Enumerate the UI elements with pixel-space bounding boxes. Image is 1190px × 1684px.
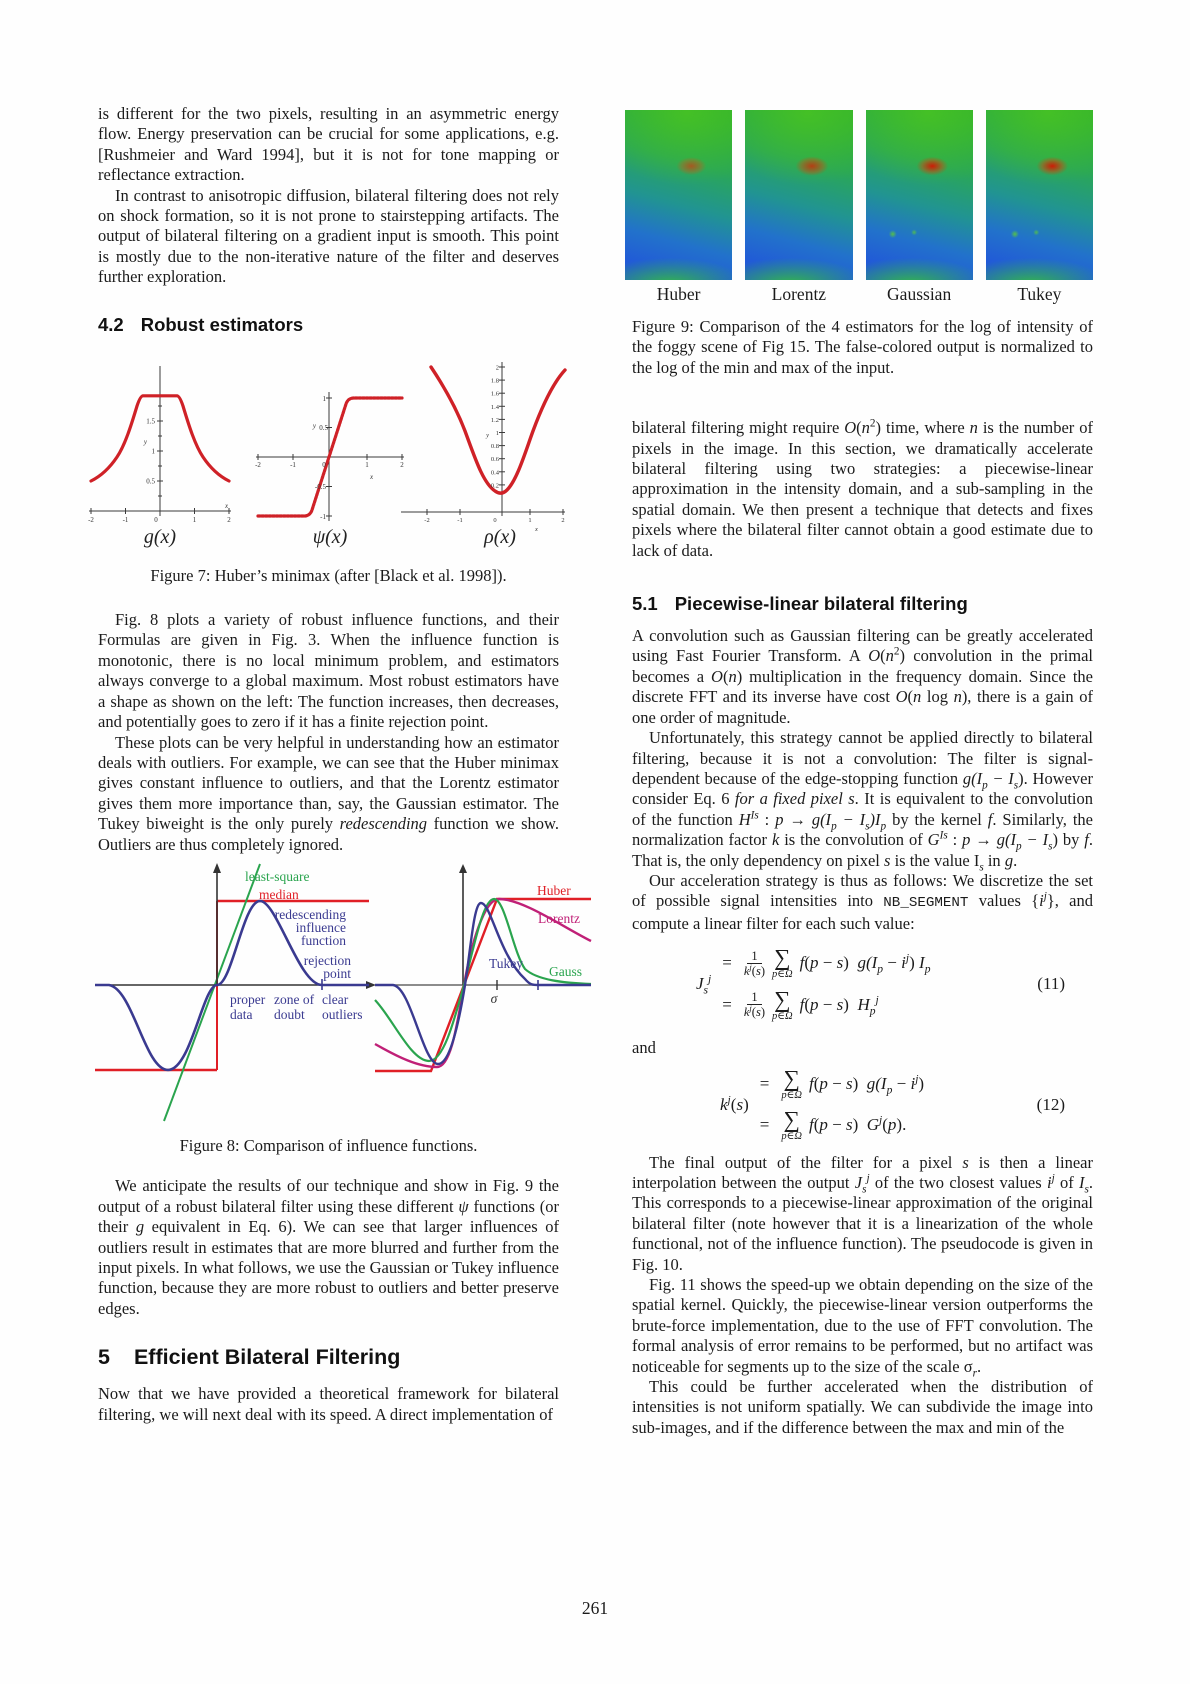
paragraph-convolution: A convolution such as Gaussian filtering can be greatly accelerated using Fast Fourier Transform. A $O(n^2)$ convolution in the primal becomes a O(n) multiplication in the frequency domain. Since the discrete FFT and its inverse have cost O(n log n), there is a gain of one order of magnitude. [632,626,1093,727]
tick-label: 0 [493,516,497,524]
figure-7-caption: Figure 7: Huber’s minimax (after [Black et al. 1998]). [150,565,507,585]
label-rejection-point: rejection [303,952,351,968]
paragraph-complexity: bilateral filtering might require $O(n^2)$ time, where n is the number of pixels in the image. In this section, we dramatically accelerate bilateral filtering using two strategies: a piecewise-linear approximation in the intensity domain, and a sub-sampling in the spatial domain. We then present a technique that detects and fixes pixels where the bilateral filter cannot obtain a good estimate due to lack of data. [632,417,1093,560]
tick-label: 1 [151,447,155,456]
plot-label-rho: ρ(x) [484,525,516,548]
connector-text: and [632,1038,656,1058]
section-heading-5 [98,1345,559,1370]
image-labels [625,284,1093,305]
equals-sign: = [759,1115,770,1135]
tick-label: 2 [495,364,499,372]
tick-label: -2 [88,515,94,524]
figure-8 [93,857,582,1132]
paragraph-acceleration: Our acceleration strategy is thus as follows: We discretize the set of possible signal intensities into NB_SEGMENT values $\{i^j\}$, and compute a linear filter for each such value: [632,870,1093,933]
equation-expression: f(p − s) $g(I_p - i^j)$ $I_p$ [799,951,931,976]
label-rejection-point: point [323,965,351,981]
tick-label: 1 [192,515,197,524]
paragraph-final-output: The final output of the filter for a pixel s is then a linear interpolation between the output $J_s^j$ of the two closest values $i^j$ of $I_s$. This corresponds to a piecewise-linear approximation of the original bilateral filter (note however that it is a linearization of the whole functional, not of the influence function). The pseudocode is given in Fig. 10. [632,1152,1093,1274]
y-axis-label: y [143,437,147,446]
equals-sign: = [759,1073,770,1093]
tick-label: 0 [322,460,326,469]
label-gauss: Gauss [549,963,582,979]
paragraph-speedup: Fig. 11 shows the speed-up we obtain depending on the size of the spatial kernel. Quickly, the piecewise-linear version outperforms the brute-force implementation, due to the use of FFT convolution. The formal analysis of error remains to be performed, but no artifact was noticeable for segments up to the size of the scale $\sigma_r$. [632,1275,1093,1379]
section-number: 5 [98,1345,110,1370]
figure-9-caption: Figure 9: Comparison of the 4 estimators for the log of intensity of the foggy scene of Fig 15. The false-colored output is normalized to the log of the min and max of the input. [632,317,1093,377]
y-axis-label: y [312,421,316,430]
equals-sign: = [722,953,732,973]
label-redescending: function [301,932,346,948]
label-clear-outliers: clear [322,991,349,1007]
equation-lhs: $k^j(s)$ [720,1092,749,1114]
label-tukey: Tukey [489,955,524,971]
paragraph-unfortunately: Unfortunately, this strategy cannot be applied directly to bilateral filtering, because it is not a convolution: The filter is signal-dependent because of the edge-stopping function $g(I_p - I_s)$. However consider Eq. 6 for a fixed pixel s. It is equivalent to the convolution of the function $H^{Is}$ : $p \to g(I_p - I_s)I_p$ by the kernel f. Similarly, the normalization factor k is the convolution of $G^{Is}$ : $p \to g(I_p - I_s)$ by f. That is, the only dependency on pixel s is the value $I_s$ in g. [632,728,1094,873]
section-title: Efficient Bilateral Filtering [133,1345,401,1370]
tick-label: 2 [561,516,565,524]
paragraph-fig8-plots: Fig. 8 plots a variety of robust influence functions, and their Formulas are given in Fig. 3. When the influence function is monotonic, there is no local minimum problem, and estimators always converge to a global maximum. Most robust estimators have a shape as shown on the left: The function increases, then decreases, and potentially goes to zero if it has a finite rejection point. [98,610,559,732]
paragraph-framework: Now that we have provided a theoretical framework for bilateral filtering, we will next deal with its speed. A direct implementation of [98,1384,559,1424]
plot-label-psi: ψ(x) [312,525,348,548]
tick-label: 0.5 [319,423,328,432]
section-heading-5-1 [632,593,1093,615]
summation: ∑ p∈Ω [772,986,793,1022]
tick-label: 1.8 [490,377,499,385]
tick-label: -2 [255,460,261,469]
figure-8-caption: Figure 8: Comparison of influence functions. [179,1135,478,1155]
paragraph-subdivide: This could be further accelerated when the distribution of intensities is not uniform spatially. We can subdivide the image into sub-images, and if the difference between the max and min of the [632,1377,1093,1437]
false-color-images [625,110,1093,280]
label-redescending: redescending [274,906,346,922]
equation-12 [632,1067,1093,1143]
x-axis-label: x [535,525,538,533]
tick-label: 1 [322,394,326,403]
summation: ∑ p∈Ω [781,1107,802,1143]
equation-number: (11) [1037,974,1065,994]
tick-label: 0 [154,515,158,524]
tick-label: -0.5 [314,482,326,491]
equation-lhs: $J_s^j$ [696,972,712,997]
tick-label: 1.5 [146,417,155,426]
label-redescending: influence [295,919,346,935]
figure7-plot-rho [395,358,570,533]
tick-label: 1.6 [490,390,499,398]
tick-label: 1 [365,460,369,469]
label-clear-outliers: outliers [322,1006,363,1022]
image-label-lorentz: Lorentz [771,284,827,304]
plot-label-g: g(x) [143,525,177,548]
image-label-gaussian: Gaussian [887,284,952,304]
figure8-svg [93,857,593,1132]
equation-11 [632,946,1093,1022]
section-heading-4-2 [98,314,559,336]
tick-label: 0.5 [146,477,155,486]
tick-label: 2 [227,515,231,524]
label-huber: Huber [537,882,571,898]
tick-label: 1 [495,429,499,437]
left-column [88,104,582,1425]
y-axis-label: y [486,431,489,439]
label-proper-data: data [230,1006,253,1022]
right-column [632,98,1093,1438]
false-color-image-huber [625,110,732,280]
tick-label: 0.6 [490,455,499,463]
equation-expression: f(p − s) $H_p^j$ [799,993,879,1018]
label-sigma: σ [490,990,498,1006]
tick-label: -2 [424,516,430,524]
equation-expression: f(p − s) $G^j(p)$. [808,1113,907,1135]
page-number: 261 [581,1598,609,1618]
image-label-tukey: Tukey [1017,284,1062,304]
false-color-image-gaussian [866,110,973,280]
tukey-curve [375,903,591,1064]
x-axis-label: x [370,472,374,481]
figure-9 [632,110,1093,305]
tick-label: 0.8 [490,442,499,450]
label-proper-data: proper [230,991,266,1007]
equation-number: (12) [1036,1094,1065,1114]
tick-label: 1.4 [490,403,499,411]
figure7-plot-g [85,358,235,528]
x-axis-label: x [225,501,229,510]
tick-label: -1 [457,516,463,524]
section-title: Robust estimators [140,313,304,335]
fraction: $\frac{1}{k^j(s)}$ [743,948,766,978]
paragraph-outliers: These plots can be very helpful in understanding how an estimator deals with outliers. For example, we can see that the Huber minimax gives constant influence to outliers, and that the Lorentz estimator gives them more importance than, say, the Gaussian estimator. The Tukey biweight is the only purely redescending function we show. Outliers are thus completely ignored. [98,732,559,854]
image-label-huber: Huber [656,284,701,304]
fraction: $\frac{1}{k^j(s)}$ [743,990,766,1020]
tick-label: 1 [528,516,532,524]
equals-sign: = [722,994,732,1014]
tick-label: -1 [290,460,296,469]
tick-label: -1 [122,515,129,524]
summation: ∑ p∈Ω [781,1065,802,1101]
tick-label: 0.4 [490,468,499,476]
label-lorentz: Lorentz [538,910,580,926]
paragraph-energy-flow: is different for the two pixels, resulting in an asymmetric energy flow. Energy preservation can be crucial for some applications, e.g. [Rushmeier and Ward 1994], but it is not for tone mapping or reflectance extraction. [98,104,559,185]
label-median: median [259,886,299,902]
tick-label: -1 [320,512,326,521]
paragraph-anisotropic: In contrast to anisotropic diffusion, bilateral filtering does not rely on shock formation, so it is not prone to stairstepping artifacts. The output of bilateral filtering on a gradient input is smooth. This point is mostly due to the non-iterative nature of the filter and deserves further exploration. [98,185,559,287]
tick-label: 1.2 [490,416,499,424]
tick-label: 2 [400,460,404,469]
label-zone-of-doubt: zone of [274,991,315,1007]
label-zone-of-doubt: doubt [274,1006,305,1022]
tick-label: 0.2 [490,482,499,490]
summation: ∑ p∈Ω [772,945,793,981]
false-color-image-lorentz [745,110,852,280]
label-least-square: least-square [245,868,310,884]
figure-7 [85,354,575,560]
section-number: 4.2 [98,313,124,335]
paragraph-anticipate: We anticipate the results of our technique and show in Fig. 9 the output of a robust bilateral filter using these different ψ functions (or their g equivalent in Eq. 6). We can see that larger influences of outliers result in estimates that are more blurred and further from the input pixels. In what follows, we use the Gaussian or Tukey influence function, because they are more robust to outliers and better preserve edges. [98,1176,559,1318]
section-number: 5.1 [632,593,658,615]
figure7-plot-psi [250,388,410,528]
section-title: Piecewise-linear bilateral filtering [674,593,968,615]
false-color-image-tukey [986,110,1093,280]
equation-expression: f(p − s) $g(I_p - i^j)$ [808,1072,925,1097]
